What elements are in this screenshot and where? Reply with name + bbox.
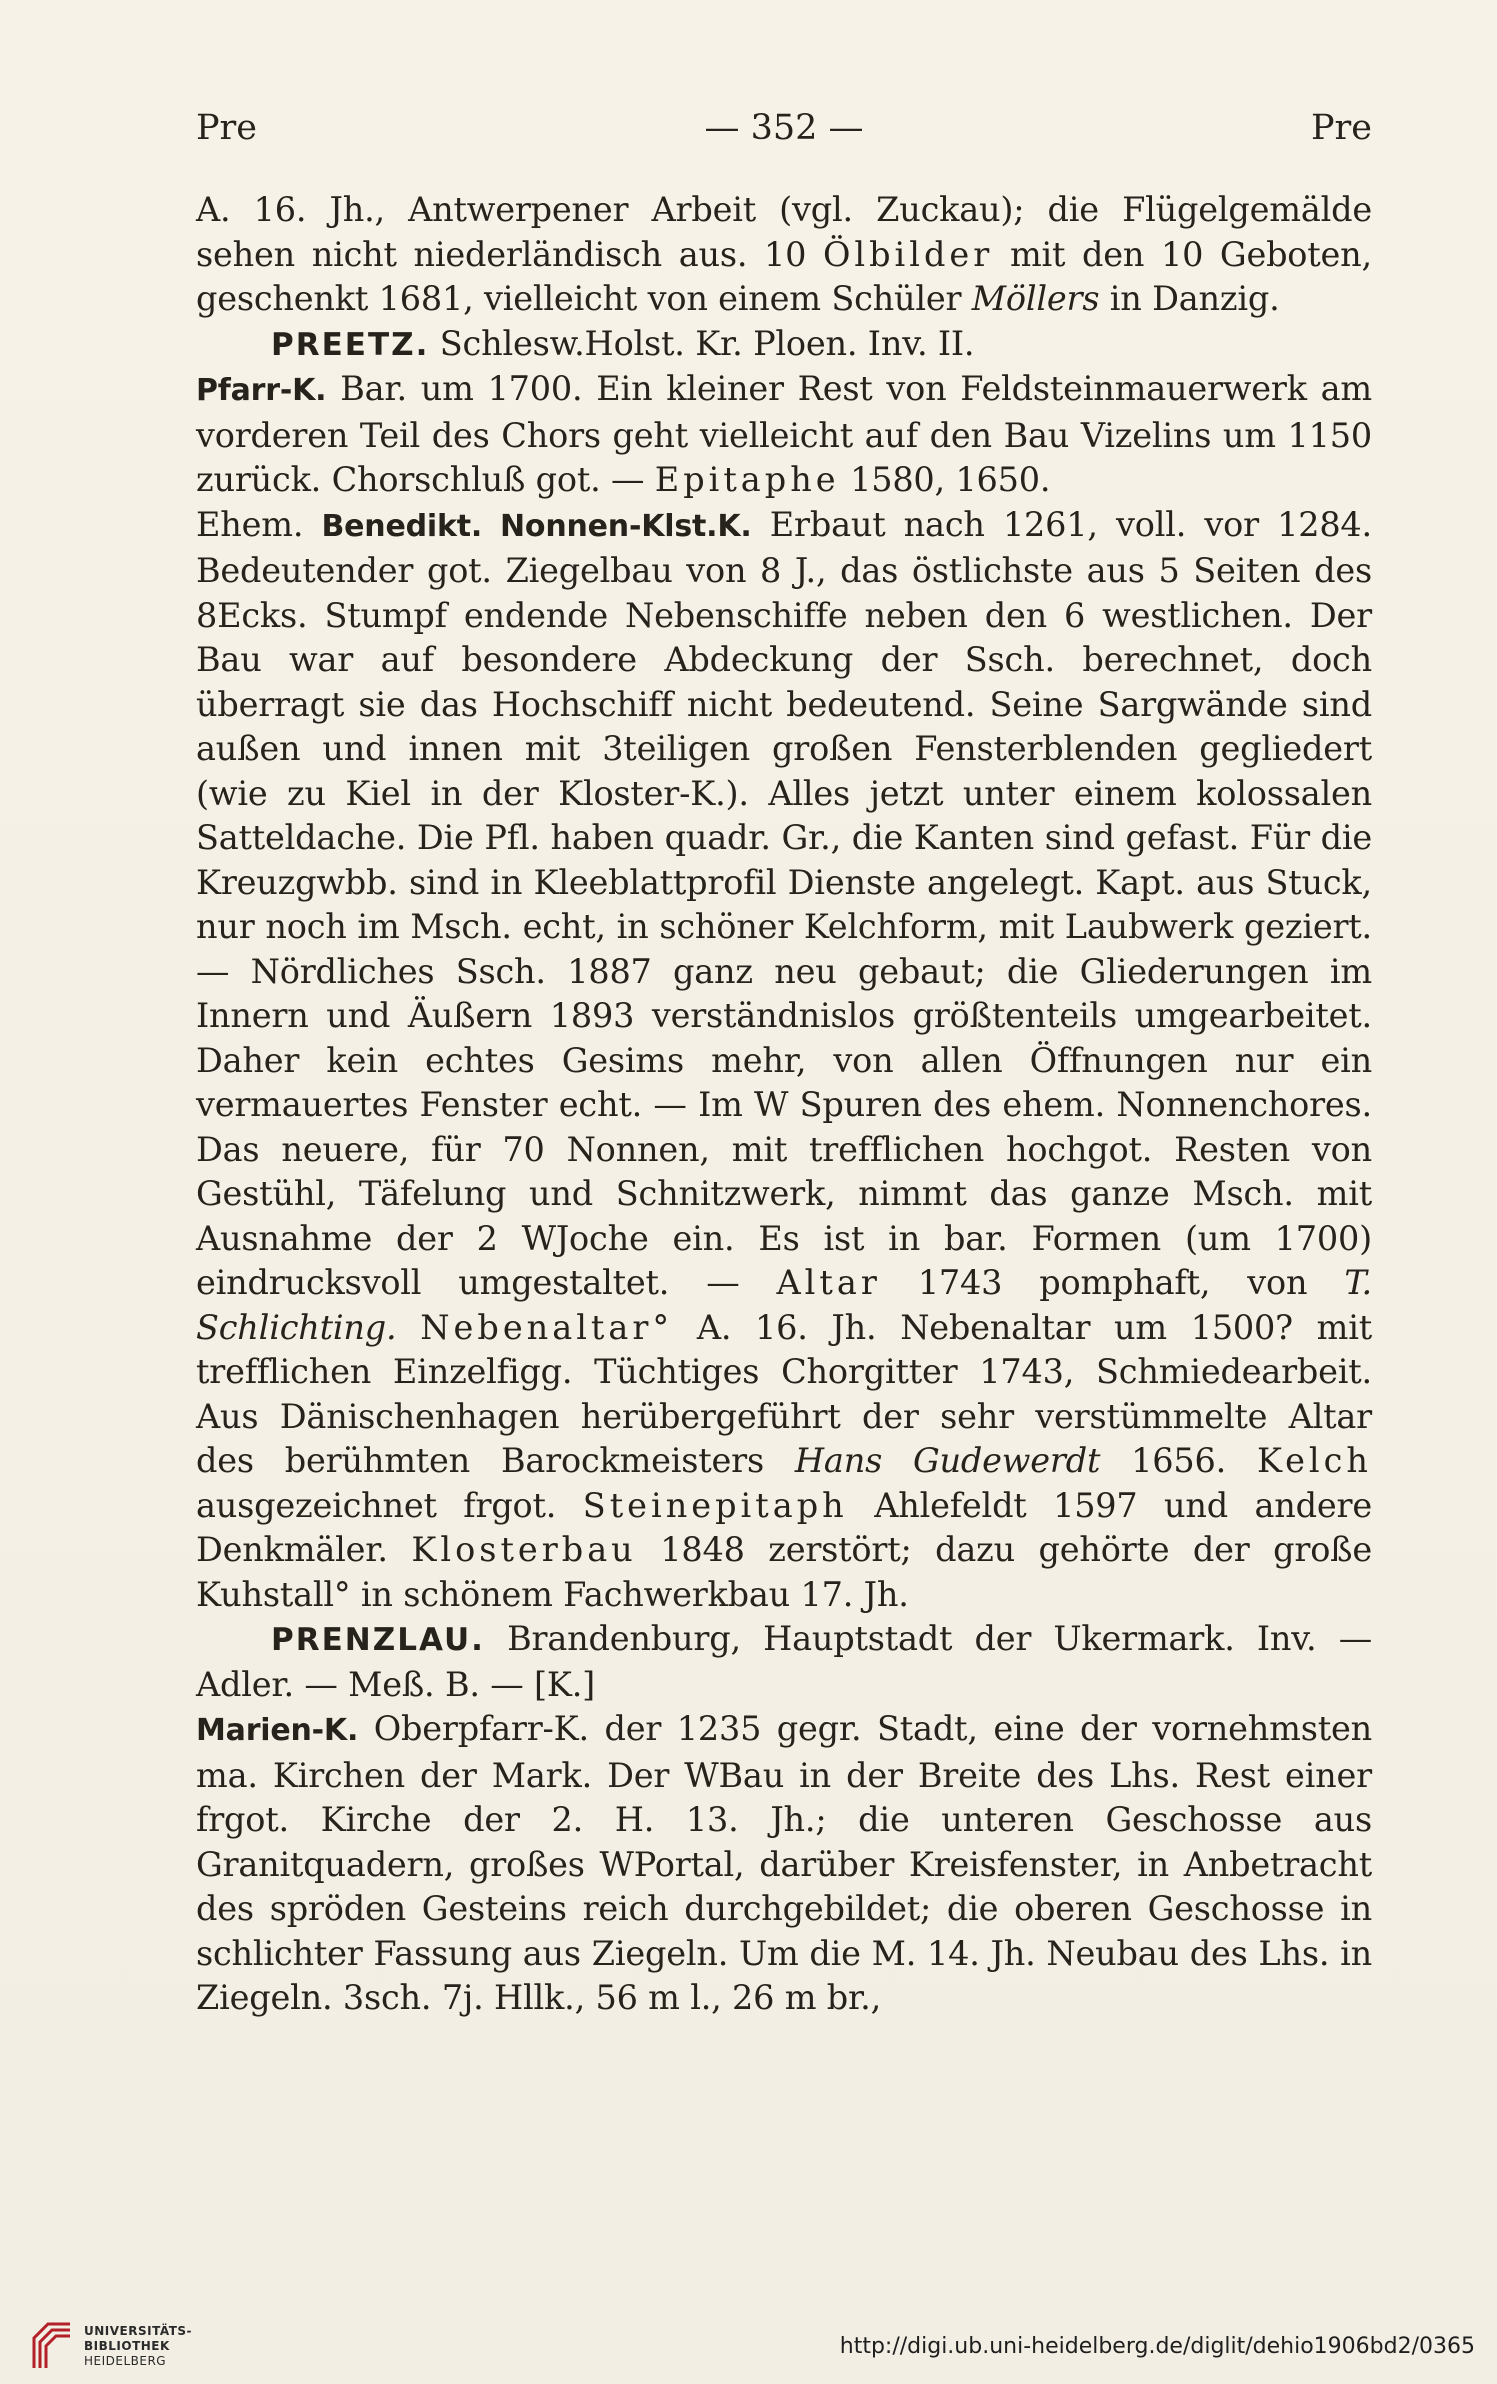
text-run: Schlesw.Holst. Kr. Ploen. Inv. II. [429, 323, 975, 363]
spaced-keyword: Epitaphe [654, 460, 840, 499]
text-run: Erbaut nach 1261, voll. vor 1284. Bedeutender got. Ziegelbau von 8 J., das östlichste aus 5 Seiten des 8Ecks. Stumpf endende Nebenschiffe neben den 6 westlichen. Der Bau war auf besondere Abdeckung der Ssch. berechnet, doch überragt sie das Hochschiff nicht bedeutend. Seine Sargwände sind außen und innen mit 3teiligen großen Fensterblenden gegliedert (wie zu Kiel in der Kloster-K.). Alles jetzt unter einem kolossalen Satteldache. Die Pfl. haben quadr. Gr., die Kanten sind gefast. Für die Kreuzgwbb. sind in Kleeblattprofil Dienste angelegt. Kapt. aus Stuck, nur noch im Msch. echt, in schöner Kelchform, mit Laubwerk geziert. — Nördliches Ssch. 1887 ganz neu gebaut; die Gliederungen im Innern und Äußern 1893 verständnislos größtenteils umgearbeitet. Daher kein echtes Gesims mehr, von allen Öffnungen nur ein vermauertes Fenster echt. — Im W Spuren des ehem. Nonnenchores. Das neuere, für 70 Nonnen, mit trefflichen hochgot. Resten von Gestühl, Täfelung und Schnitzwerk, nimmt das ganze Msch. mit Ausnahme der 2 WJoche ein. Es ist in bar. Formen (um 1700) eindrucksvoll umgestaltet. — [196, 504, 1372, 1302]
artist-name: T. Schlichting. [196, 1263, 1372, 1347]
text-run: Bar. um 1700. Ein kleiner Rest von Feldsteinmauerwerk am vorderen Teil des Chors geht vielleicht auf den Bau Vizelins um 1150 zurück. Chorschluß got. — [196, 369, 1372, 499]
text-run: Ehem. [196, 504, 322, 544]
building-heading: Benedikt. Nonnen-Klst.K. [321, 508, 752, 544]
text-run: mit den 10 Geboten, geschenkt 1681, vielleicht von einem Schüler [196, 234, 1372, 318]
entry-preetz [196, 322, 1372, 368]
text-run: Oberpfarr-K. der 1235 gegr. Stadt, eine der vornehmsten ma. Kirchen der Mark. Der WBau in der Breite des Lhs. Rest einer frgot. Kirche der 2. H. 13. Jh.; die unteren Geschosse aus Granitquadern, großes WPortal, darüber Kreisfenster, in Anbetracht des spröden Gesteins reich durchgebildet; die oberen Geschosse in schlichter Fassung aus Ziegeln. Um die M. 14. Jh. Neubau des Lhs. in Ziegeln. 3sch. 7j. Hllk., 56 m l., 26 m br., [196, 1709, 1372, 2017]
library-name-line: UNIVERSITÄTS- [84, 2324, 193, 2338]
entry-pfarr-k [196, 367, 1372, 503]
building-heading: Marien-K. [196, 1713, 359, 1748]
spaced-keyword: Kelch [1256, 1441, 1372, 1480]
text-run: 1656. [1100, 1441, 1257, 1480]
footer-bar [0, 2320, 1497, 2384]
text-run: A. 16. Jh., Antwerpener Arbeit (vgl. Zuckau); die Flügelgemälde sehen nicht niederländisch aus. 10 [196, 190, 1372, 274]
library-logo-icon [30, 2320, 74, 2372]
paragraph-continuation [196, 188, 1372, 322]
spaced-keyword: Steinepitaph [582, 1485, 848, 1525]
text-run: 1743 pomphaft, von [880, 1263, 1345, 1302]
text-run [397, 1308, 421, 1347]
source-url-link[interactable]: http://digi.ub.uni-heidelberg.de/diglit/dehio1906bd2/0365 [839, 2334, 1475, 2359]
text-run: Brandenburg, Hauptstadt der Ukermark. Inv. — Adler. — Meß. B. — [K.] [196, 1619, 1372, 1704]
spaced-keyword: Klosterbau [411, 1530, 637, 1569]
entry-nonnen-klst [196, 503, 1372, 1618]
running-head-right: Pre [1311, 108, 1372, 148]
text-run: Ahlefeldt 1597 und andere Denkmäler. [196, 1485, 1372, 1569]
library-name-line: HEIDELBERG [84, 2354, 167, 2368]
text-run: 1848 zerstört; dazu gehörte der große Kuhstall° in schönem Fachwerkbau 17. Jh. [196, 1530, 1372, 1614]
text-run: ausgezeichnet frgot. [196, 1485, 583, 1525]
running-head [196, 108, 1372, 158]
place-heading: PREETZ. [271, 326, 430, 363]
text-run: A. 16. Jh. Nebenaltar um 1500? mit trefflichen Einzelfigg. Tüchtiges Chorgitter 1743, Schmiedearbeit. Aus Dänischenhagen herübergeführt der sehr verstümmelte Altar des berühmten Barockmeisters [196, 1307, 1372, 1480]
library-name [84, 2324, 192, 2369]
building-heading: Pfarr-K. [196, 373, 327, 408]
running-head-left: Pre [196, 108, 257, 148]
entry-prenzlau [196, 1617, 1372, 1707]
text-run: 1580, 1650. [839, 460, 1051, 499]
artist-name: Möllers [971, 279, 1100, 318]
spaced-keyword: Ölbilder [822, 234, 994, 274]
artist-name: Hans Gudewerdt [794, 1441, 1101, 1480]
place-heading: PRENZLAU. [271, 1622, 485, 1658]
library-name-line: BIBLIOTHEK [84, 2339, 170, 2353]
spaced-keyword: Altar [776, 1263, 881, 1302]
page-number: — 352 — [704, 108, 864, 148]
spaced-keyword: Nebenaltar° [420, 1307, 674, 1347]
body-text [196, 188, 1372, 2021]
text-run: in Danzig. [1099, 279, 1280, 318]
entry-marien-k [196, 1707, 1372, 2021]
